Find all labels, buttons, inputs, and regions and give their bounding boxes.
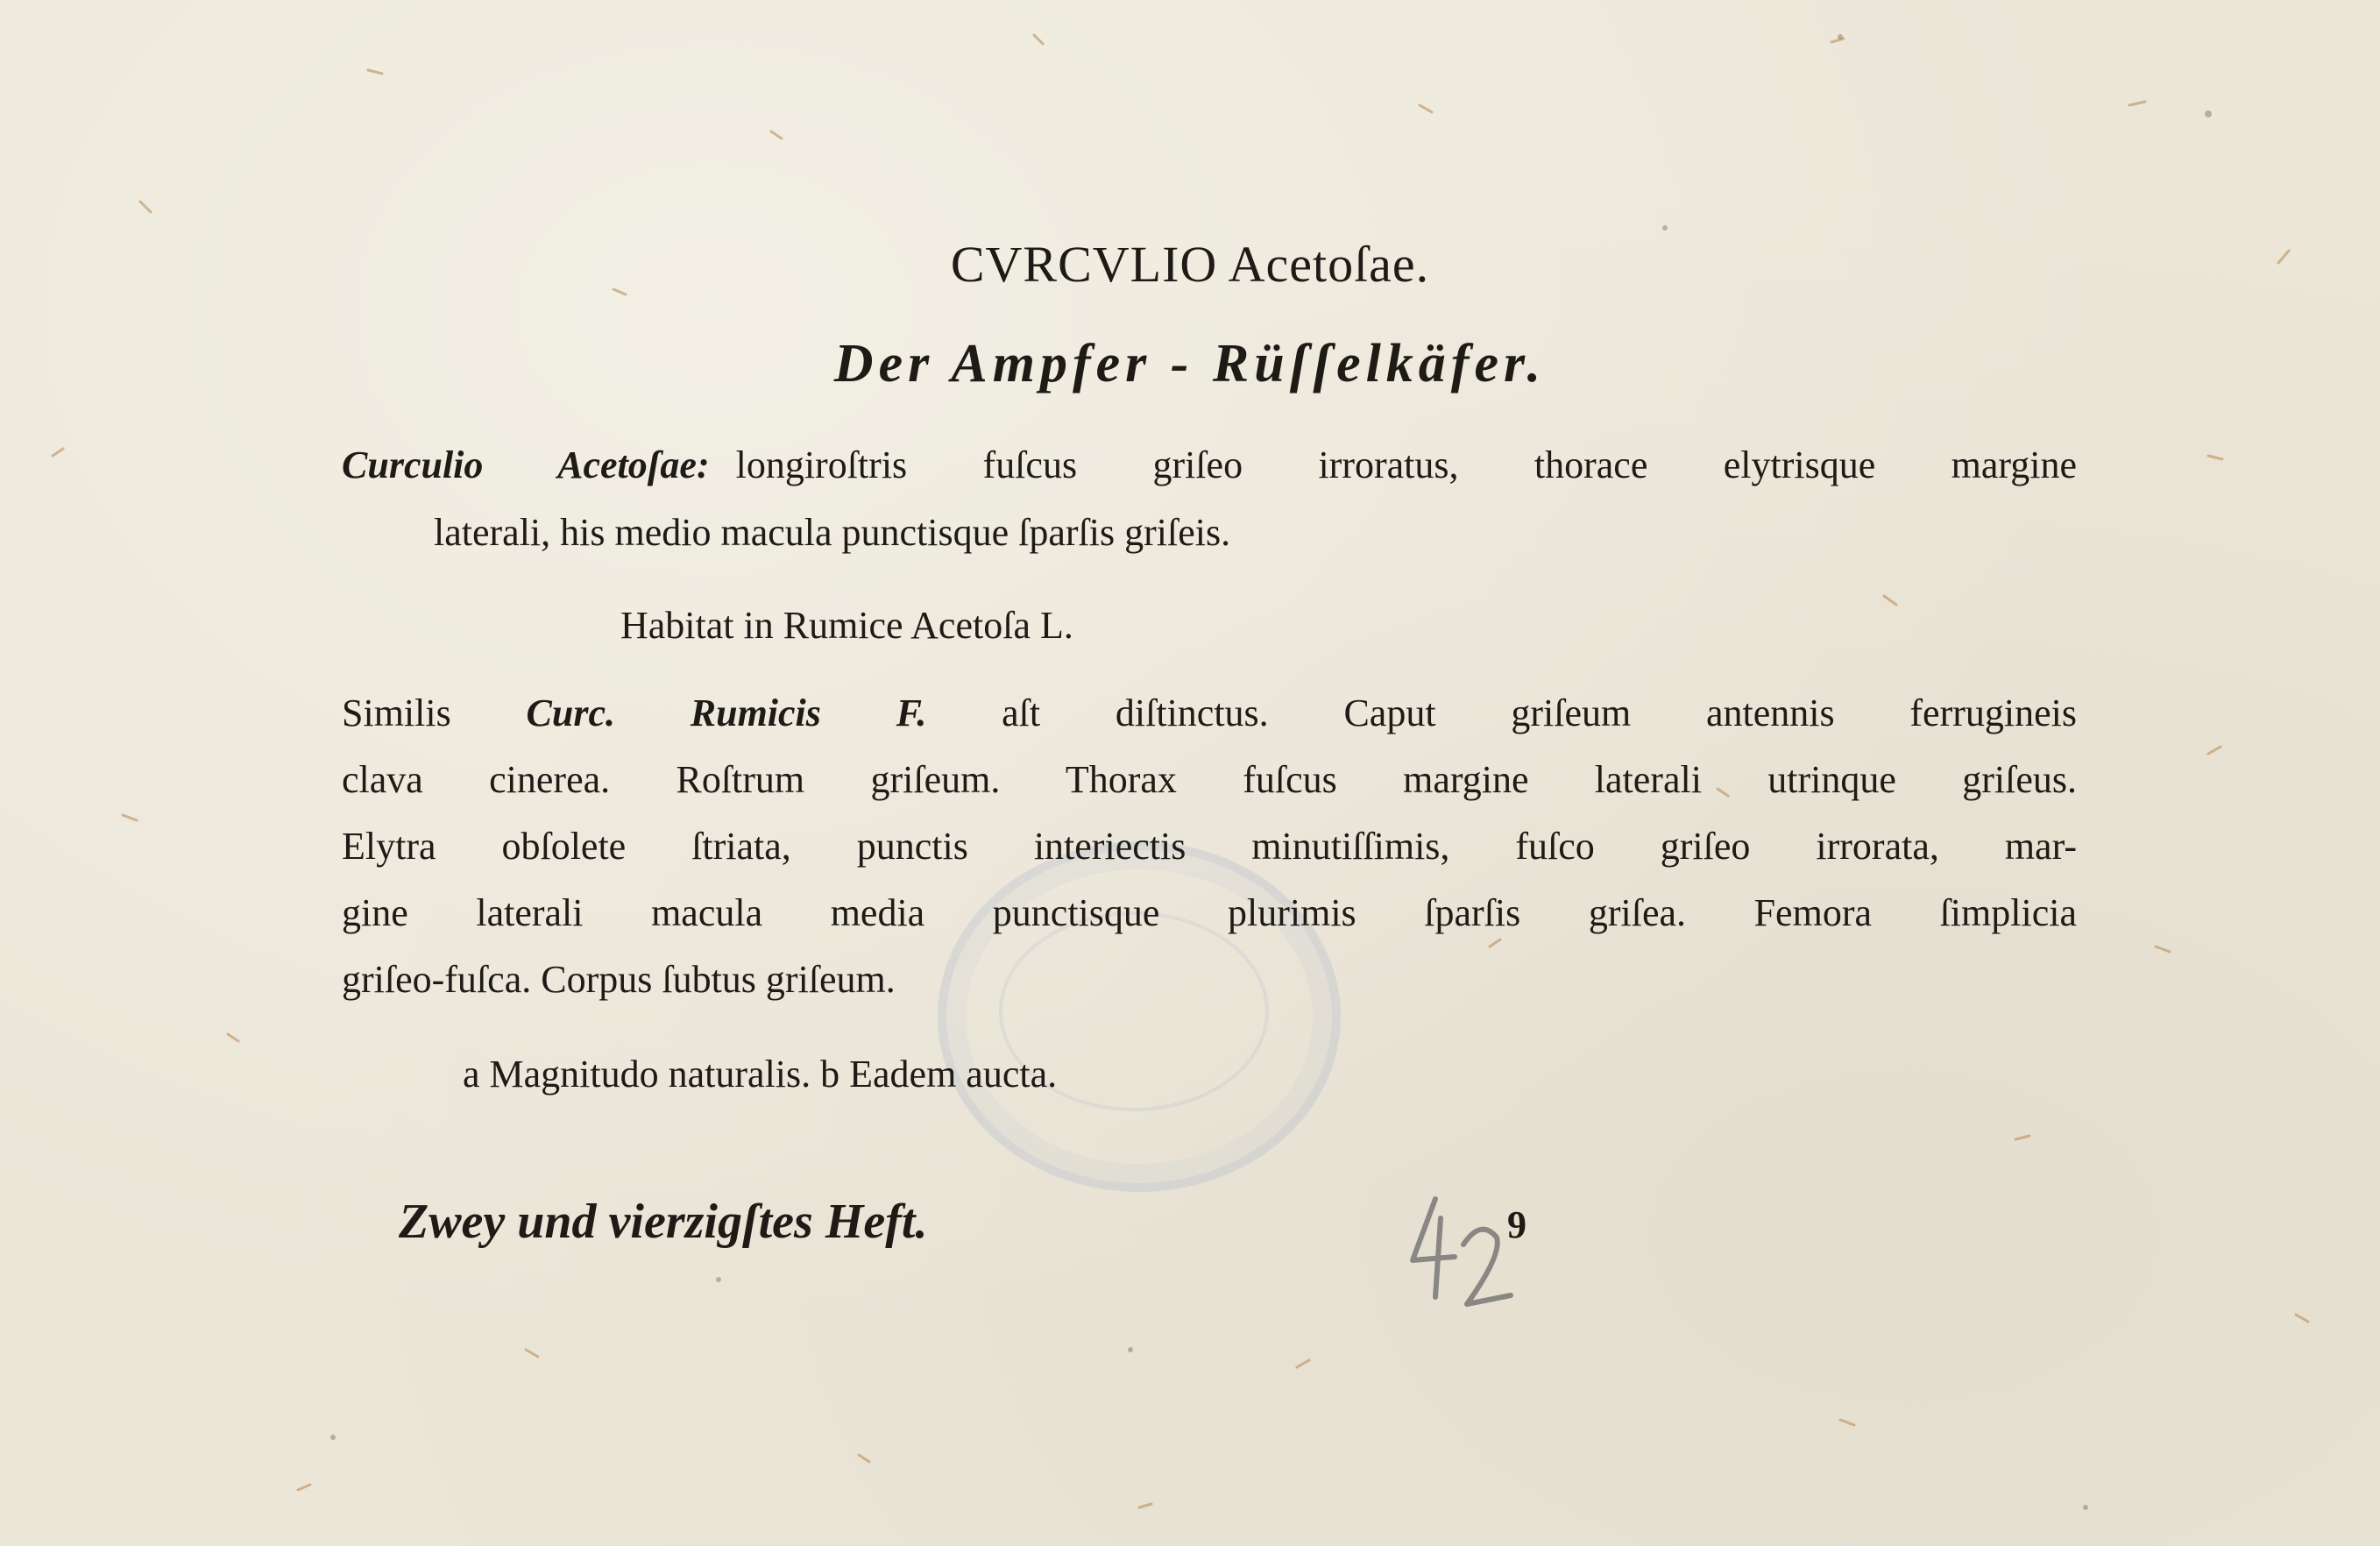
figure-caption: a Magnitudo naturalis. b Eadem aucta. [463, 1053, 1058, 1096]
paragraph-line: gine laterali macula media punctisque plurimis ſparſis griſea. Femora ſimplicia [342, 891, 2077, 934]
species-name-label: Curculio Acetoſae: [342, 443, 710, 486]
species-description-line-1 [342, 443, 2077, 487]
page-subtitle: Der Ampfer - Rüſſelkäfer. [833, 334, 1547, 394]
paragraph-line-1-start: Similis [342, 691, 527, 734]
cited-species-name: Curc. Rumicis F. [526, 691, 927, 734]
species-description-line-2: laterali, his medio macula punctisque ſparſis griſeis. [434, 511, 1231, 554]
page-number: 9 [1507, 1203, 1526, 1246]
habitat-line: Habitat in Rumice Acetoſa L. [620, 604, 1073, 647]
paragraph-line: griſeo-fuſca. Corpus ſubtus griſeum. [342, 958, 896, 1001]
issue-signature: Zwey und vierzigſtes Heft. [399, 1195, 928, 1249]
paragraph-line: Elytra obſolete ſtriata, punctis interiectis minutiſſimis, fuſco griſeo irrorata, mar- [342, 825, 2077, 868]
page-title: CVRCVLIO Acetoſae. [950, 236, 1430, 293]
paragraph-line: clava cinerea. Roſtrum griſeum. Thorax fuſcus margine laterali utrinque griſeus. [342, 758, 2077, 801]
description-text-1: longiroſtris fuſcus griſeo irroratus, thorace elytrisque margine [735, 443, 2077, 486]
paragraph-line-1-end: aſt diſtinctus. Caput griſeum antennis ferrugineis [926, 691, 2077, 734]
paragraph-line [342, 691, 2077, 735]
